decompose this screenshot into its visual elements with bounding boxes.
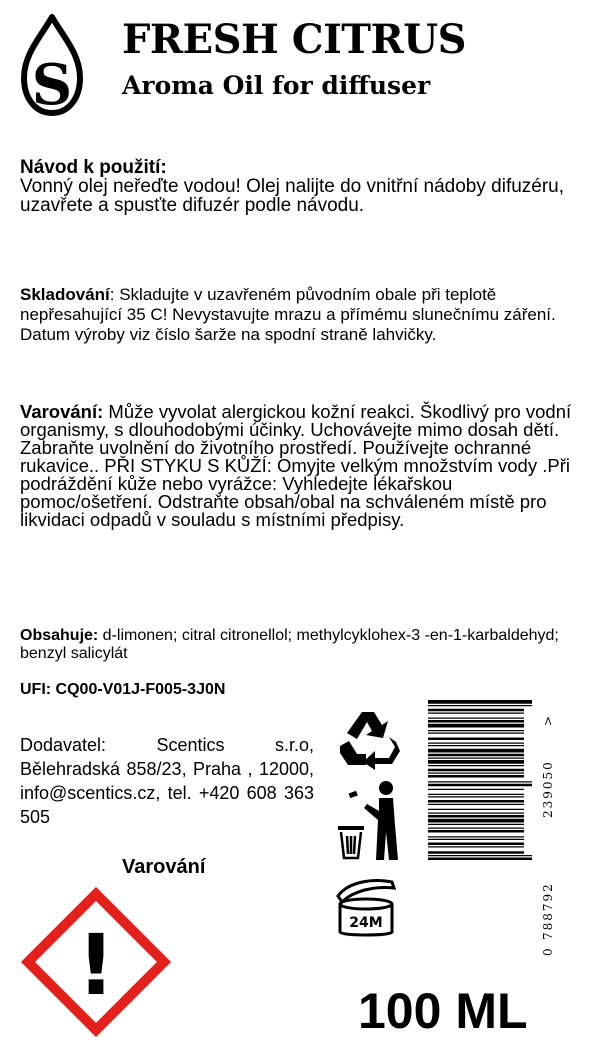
storage-section	[20, 285, 572, 345]
barcode-end-marker: >	[541, 715, 555, 726]
recycle-icon	[336, 706, 404, 772]
barcode-bar	[428, 754, 524, 757]
barcode-bar	[428, 730, 524, 731]
barcode-bar	[428, 769, 524, 772]
product-title: FRESH CITRUS	[122, 16, 467, 63]
hazard-symbol: !	[76, 916, 116, 1014]
ghs07-exclamation-icon	[22, 888, 170, 1036]
barcode-bar	[428, 836, 524, 837]
supplier-info: Dodavatel: Scentics s.r.o, Bělehradská 858/23, Praha , 12000, info@scentics.cz, tel. +420 608 363 505	[20, 735, 314, 827]
contains-section	[20, 627, 572, 663]
barcode-bar	[428, 773, 524, 774]
barcode-bar	[428, 789, 524, 790]
barcode-bar	[428, 765, 524, 766]
barcode-bar	[428, 720, 524, 723]
pao-label: 24M	[349, 915, 383, 931]
barcode-bar	[428, 839, 524, 840]
barcode-bar	[428, 796, 524, 797]
barcode-bar	[428, 760, 524, 764]
barcode-bar	[428, 724, 524, 728]
barcode-digits	[541, 712, 562, 972]
barcode-digit-group-2: 239050	[541, 760, 555, 818]
contains-text: d-limonen; citral citronellol; methylcyklohex-3 -en-1-karbaldehyd; benzyl salicylát	[20, 627, 559, 662]
barcode-bar	[428, 784, 532, 787]
barcode-bar	[428, 709, 524, 712]
brand-logo	[18, 14, 86, 118]
barcode-bar	[428, 700, 532, 704]
barcode-bar	[428, 828, 524, 829]
barcode-digit-0: 0	[541, 948, 555, 956]
barcode-bar	[428, 775, 524, 778]
barcode-bar	[428, 713, 524, 714]
storage-heading: Skladování	[20, 285, 110, 304]
barcode-bar	[428, 804, 524, 805]
barcode-bar	[428, 738, 524, 741]
warning-section	[20, 403, 572, 529]
barcode-bar	[428, 843, 524, 846]
contains-heading: Obsahuje:	[20, 627, 99, 644]
barcode-bar	[428, 824, 524, 825]
instructions-text: Vonný olej neřeďte vodou! Olej nalijte do vnitřní nádoby difuzéru, uzavřete a spusťte difuzér podle návodu.	[20, 176, 565, 216]
warning-heading: Varování:	[20, 401, 104, 422]
barcode-bar	[428, 819, 524, 823]
volume-label: 100 ML	[358, 983, 528, 1039]
warning-text: Může vyvolat alergickou kožní reakci. Škodlivý pro vodní organismy, s dlouhodobými účinky. Uchovávejte mimo dosah dětí. Zabraňte uvolnění do životního prostředí. Používejte ochranné rukavice.. PŘI STYKU S KŮŽÍ: Omyjte velkým množstvím vody .Při podráždění kůže nebo vyrážce: Vyhledejte lékařskou pomoc/ošetření. Odstraňte obsah/obal na schváleném místě pro likvidaci odpadů v souladu s místními předpisy.	[20, 401, 572, 530]
barcode-bar	[428, 800, 524, 803]
barcode-bar	[428, 815, 524, 818]
barcode-bar	[428, 705, 532, 706]
barcode	[428, 698, 532, 960]
tidyman-bin-icon	[336, 780, 402, 862]
barcode-bar	[428, 718, 524, 719]
barcode-bar	[428, 851, 524, 854]
barcode-bar	[428, 813, 524, 814]
barcode-bar	[428, 858, 532, 861]
barcode-bar	[428, 830, 524, 833]
product-subtitle: Aroma Oil for diffuser	[122, 71, 431, 100]
barcode-bar	[428, 745, 524, 746]
barcode-bar	[428, 855, 532, 856]
storage-text: : Skladujte v uzavřeném původním obale při teplotě nepřesahující 35 C! Nevystavujte mrazu a přímému slunečnímu záření. Datum výroby viz číslo šarže na spodní straně lahvičky.	[20, 285, 556, 344]
open-jar-24m-icon	[334, 874, 398, 940]
barcode-digit-group-1: 788792	[541, 882, 555, 940]
barcode-bar	[428, 846, 524, 847]
barcode-bar	[428, 781, 532, 782]
barcode-bar	[428, 743, 524, 744]
barcode-bar	[428, 758, 524, 759]
ufi-code: UFI: CQ00-V01J-F005-3J0N	[20, 681, 226, 698]
barcode-bar	[428, 733, 524, 734]
logo-letter: S	[31, 52, 73, 118]
barcode-bar	[428, 794, 524, 795]
logo-drop-icon	[18, 14, 86, 118]
instructions-heading: Návod k použití:	[20, 157, 167, 178]
barcode-bar	[428, 809, 524, 810]
hazard-label: Varování	[122, 856, 206, 878]
instructions-section	[20, 158, 572, 215]
barcode-bar	[428, 749, 524, 753]
